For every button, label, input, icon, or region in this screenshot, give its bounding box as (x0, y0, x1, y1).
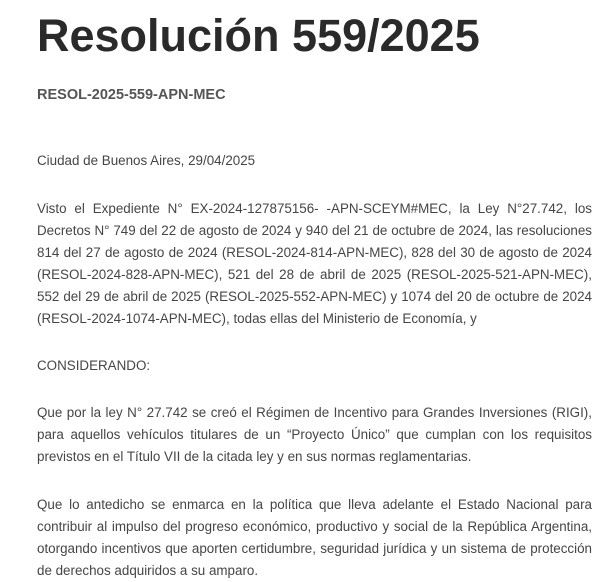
page-title: Resolución 559/2025 (37, 10, 480, 61)
place-date: Ciudad de Buenos Aires, 29/04/2025 (37, 153, 256, 168)
resolution-code: RESOL-2025-559-APN-MEC (37, 87, 226, 103)
considerando-heading: CONSIDERANDO: (37, 358, 151, 373)
considerando-paragraph-2: Que lo antedicho se enmarca en la política que lleva adelante el Estado Nacional para contribuir al impulso del progreso económico, productivo y social de la República Argentina, otorgando incentivos que aporten certidumbre, seguridad jurídica y un sistema de protección de derechos adquiridos a su amparo. (37, 497, 592, 578)
visto-paragraph: Visto el Expediente N° EX-2024-127875156- -APN-SCEYM#MEC, la Ley N°27.742, los Decretos N° 749 del 22 de agosto de 2024 y 940 del 21 de octubre de 2024, las resoluciones 814 del 27 de agosto de 2024 (RESOL-2024-814-APN-MEC), 828 del 30 de agosto de 2024 (RESOL-2024-828-APN-MEC), 521 del 28 de abril de 2025 (RESOL-2025-521-APN-MEC), 552 del 29 de abril de 2025 (RESOL-2025-552-APN-MEC) y 1074 del 20 de octubre de 2024 (RESOL-2024-1074-APN-MEC), todas ellas del Ministerio de Economía, y (37, 201, 592, 326)
considerando-paragraph-1: Que por la ley N° 27.742 se creó el Régimen de Incentivo para Grandes Inversiones (RIGI), para aquellos vehículos titulares de un “Proyecto Único” que cumplan con los requisitos previstos en el Título VII de la citada ley y en sus normas reglamentarias. (37, 405, 592, 464)
